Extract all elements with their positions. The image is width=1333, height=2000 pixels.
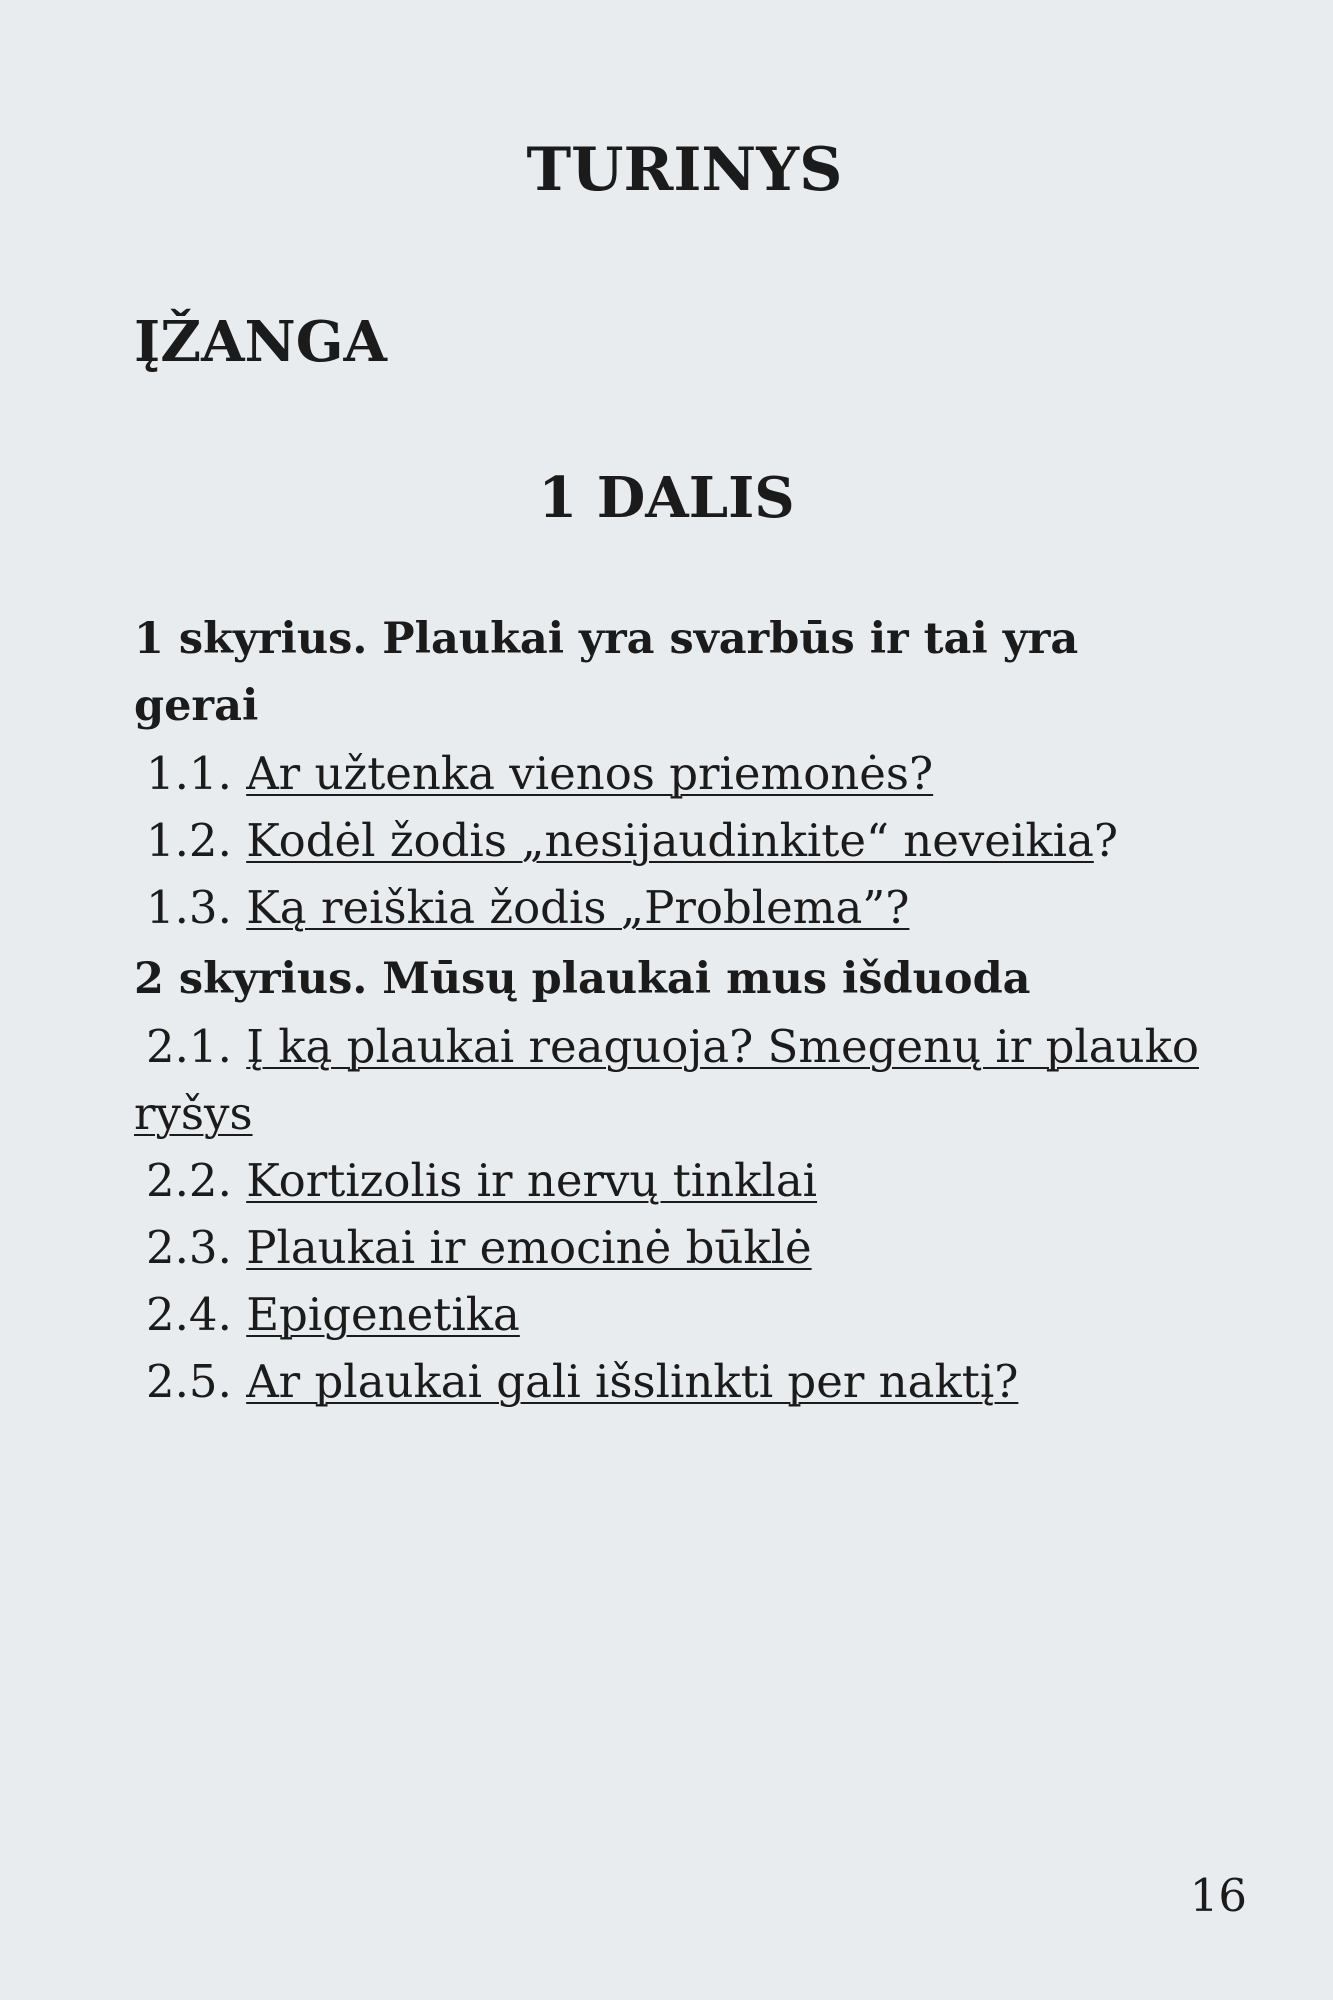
part-heading-text: 1 DALIS [538, 465, 795, 531]
toc-entry-1-1 [134, 740, 1214, 807]
page-title [0, 132, 1333, 208]
toc-number: 2.3. [146, 1221, 232, 1274]
toc-link-2-4[interactable]: Epigenetika [246, 1288, 520, 1341]
toc-number: 2.4. [146, 1288, 232, 1341]
toc-link-1-3[interactable]: Ką reiškia žodis „Problema”? [246, 881, 910, 934]
toc-trailing: ? [1093, 814, 1118, 867]
toc-entry-2-3 [134, 1214, 1214, 1281]
toc-number: 2.2. [146, 1154, 232, 1207]
toc-entry-2-5 [134, 1348, 1214, 1415]
toc-link-1-1[interactable]: Ar užtenka vienos priemonės? [246, 747, 934, 800]
page-number: 16 [1189, 1869, 1247, 1922]
toc-entry-2-1 [134, 1013, 1214, 1147]
toc-link-2-3[interactable]: Plaukai ir emocinė būklė [246, 1221, 812, 1274]
toc-number: 1.1. [146, 747, 232, 800]
page-title-text: TURINYS [526, 135, 843, 205]
toc-entry-2-4 [134, 1281, 1214, 1348]
chapter-1-toc-list [134, 740, 1214, 941]
toc-number: 1.3. [146, 881, 232, 934]
part-heading [0, 460, 1333, 536]
toc-entry-1-2 [134, 807, 1214, 874]
chapter-1-title: 1 skyrius. Plaukai yra svarbūs ir tai yra gerai [134, 614, 1079, 731]
chapter-1-section [134, 606, 1214, 941]
toc-entry-2-2 [134, 1147, 1214, 1214]
toc-entry-1-3 [134, 874, 1214, 941]
chapter-2-title: 2 skyrius. Mūsų plaukai mus išduoda [134, 954, 1031, 1004]
toc-link-2-1[interactable]: Į ką plaukai reaguoja? Smegenų ir plauko ryšys [134, 1020, 1199, 1140]
intro-heading: ĮŽANGA [134, 309, 387, 375]
toc-link-2-2[interactable]: Kortizolis ir nervų tinklai [246, 1154, 818, 1207]
toc-link-1-2[interactable]: Kodėl žodis „nesijaudinkite“ neveikia [246, 814, 1094, 867]
chapter-2-toc-list [134, 1013, 1214, 1415]
toc-number: 2.5. [146, 1355, 232, 1408]
toc-link-2-5[interactable]: Ar plaukai gali išslinkti per naktį? [246, 1355, 1019, 1408]
toc-number: 1.2. [146, 814, 232, 867]
chapter-2-section [134, 946, 1214, 1415]
toc-number: 2.1. [146, 1020, 232, 1073]
